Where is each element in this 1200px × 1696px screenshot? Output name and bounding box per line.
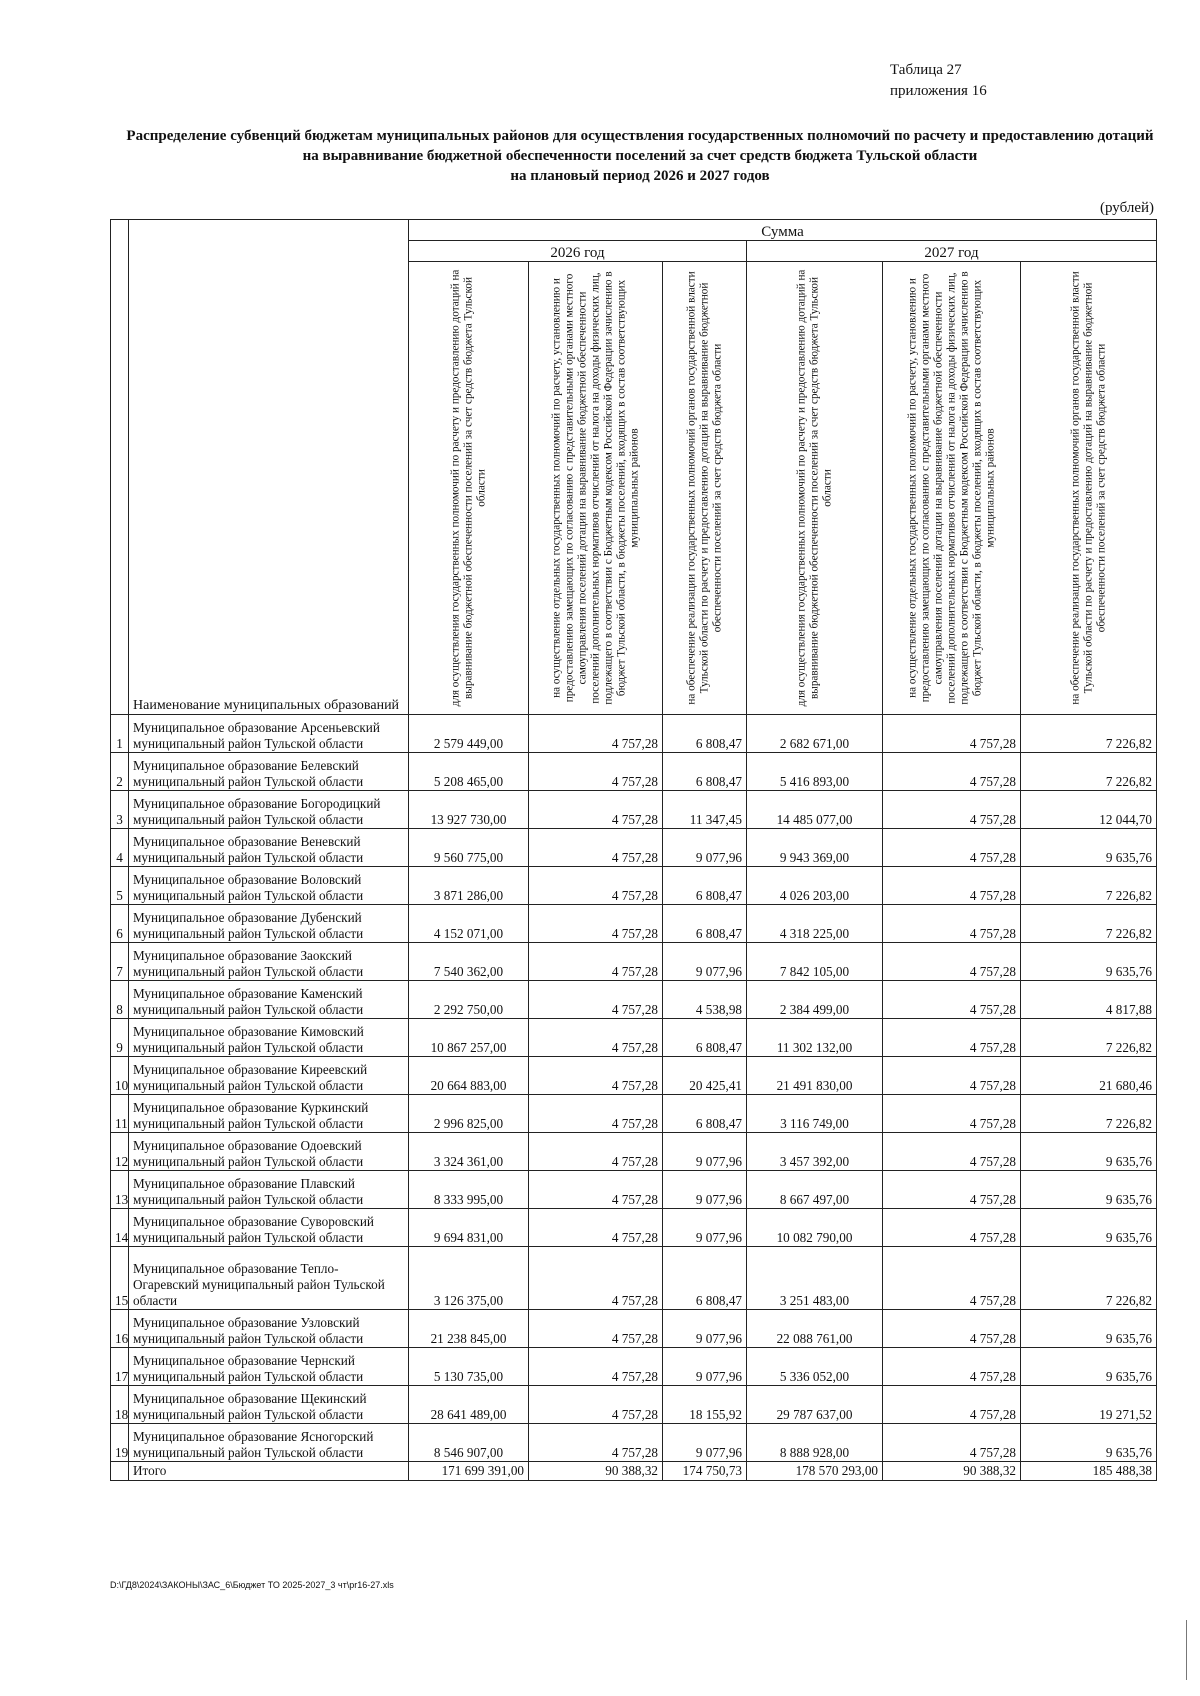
amount-cell: 9 943 369,00 [747, 829, 883, 867]
amount-cell: 4 538,98 [663, 981, 747, 1019]
municipality-name: Муниципальное образование Каменский муниципальный район Тульской области [129, 981, 409, 1019]
col-header-2027-main [747, 262, 883, 715]
amount-cell: 5 208 465,00 [409, 753, 529, 791]
amount-cell: 3 126 375,00 [409, 1247, 529, 1310]
col-header-text: на осуществление отдельных государственных полномочий по расчету, установлению и предоставлению замещающих по согласованию с представительными органами местного самоуправления поселений дотации на выравнивание бюджетной обеспеченности поселений дополнительных нормативов отчислений от налога на доходы физических лиц, подлежащего в соответствии с Бюджетным кодексом Российской Федерации зачислению в бюджет Тульской области, в бюджеты поселений, входящих в состав соответствующих муниципальных районов [550, 271, 640, 705]
amount-cell: 4 757,28 [883, 1057, 1021, 1095]
municipality-name: Муниципальное образование Богородицкий муниципальный район Тульской области [129, 791, 409, 829]
col-header-2026-main [409, 262, 529, 715]
amount-cell: 19 271,52 [1021, 1386, 1157, 1424]
amount-cell: 3 457 392,00 [747, 1133, 883, 1171]
amount-cell: 4 757,28 [529, 1019, 663, 1057]
table-row [111, 905, 1157, 943]
amount-cell: 4 757,28 [529, 1424, 663, 1462]
amount-cell: 21 680,46 [1021, 1057, 1157, 1095]
amount-cell: 4 757,28 [883, 1348, 1021, 1386]
total-row [111, 1462, 1157, 1481]
col-header-2026-ndfl [529, 262, 663, 715]
amount-cell: 6 808,47 [663, 905, 747, 943]
amount-cell: 9 635,76 [1021, 1133, 1157, 1171]
amount-cell: 4 757,28 [529, 1310, 663, 1348]
file-path: D:\ГД8\2024\ЗАКОНЫ\ЗАС_6\Бюджет ТО 2025-2027_3 чт\pr16-27.xls [110, 1580, 394, 1590]
amount-cell: 9 635,76 [1021, 1209, 1157, 1247]
row-number: 5 [111, 867, 129, 905]
amount-cell: 4 757,28 [529, 1247, 663, 1310]
amount-cell: 9 077,96 [663, 1133, 747, 1171]
row-number: 10 [111, 1057, 129, 1095]
amount-cell: 4 817,88 [1021, 981, 1157, 1019]
municipality-name: Муниципальное образование Чернский муниципальный район Тульской области [129, 1348, 409, 1386]
col-header-2027-ndfl [883, 262, 1021, 715]
table-row [111, 1095, 1157, 1133]
amount-cell: 6 808,47 [663, 1247, 747, 1310]
total-amount-cell: 90 388,32 [883, 1462, 1021, 1481]
header-sum: Сумма [409, 220, 1157, 241]
amount-cell: 2 292 750,00 [409, 981, 529, 1019]
col-header-2026-admin [663, 262, 747, 715]
amount-cell: 9 077,96 [663, 829, 747, 867]
amount-cell: 22 088 761,00 [747, 1310, 883, 1348]
col-header-2027-admin [1021, 262, 1157, 715]
amount-cell: 3 324 361,00 [409, 1133, 529, 1171]
amount-cell: 4 757,28 [883, 1209, 1021, 1247]
amount-cell: 9 635,76 [1021, 1310, 1157, 1348]
title-line-2: на выравнивание бюджетной обеспеченности поселений за счет средств бюджета Тульской области [302, 148, 978, 164]
table-row [111, 1386, 1157, 1424]
title-line-1: Распределение субвенций бюджетам муниципальных районов для осуществления государственных полномочий по расчету и предоставлению дотаций [126, 128, 1154, 144]
amount-cell: 4 757,28 [883, 1386, 1021, 1424]
amount-cell: 2 384 499,00 [747, 981, 883, 1019]
amount-cell: 4 152 071,00 [409, 905, 529, 943]
amount-cell: 4 757,28 [529, 1133, 663, 1171]
title-line-3: на плановый период 2026 и 2027 годов [510, 168, 770, 184]
amount-cell: 3 116 749,00 [747, 1095, 883, 1133]
table-row [111, 791, 1157, 829]
amount-cell: 20 425,41 [663, 1057, 747, 1095]
document-title [120, 126, 1160, 186]
amount-cell: 9 694 831,00 [409, 1209, 529, 1247]
municipality-name: Муниципальное образование Одоевский муниципальный район Тульской области [129, 1133, 409, 1171]
scan-edge-line [1186, 1620, 1187, 1680]
amount-cell: 6 808,47 [663, 867, 747, 905]
amount-cell: 4 757,28 [529, 1348, 663, 1386]
amount-cell: 6 808,47 [663, 753, 747, 791]
municipality-name: Муниципальное образование Плавский муниципальный район Тульской области [129, 1171, 409, 1209]
amount-cell: 2 579 449,00 [409, 715, 529, 753]
amount-cell: 8 667 497,00 [747, 1171, 883, 1209]
row-number: 4 [111, 829, 129, 867]
amount-cell: 9 077,96 [663, 1424, 747, 1462]
table-row [111, 1133, 1157, 1171]
amount-cell: 4 757,28 [529, 1095, 663, 1133]
row-number: 12 [111, 1133, 129, 1171]
header-year-2027: 2027 год [747, 241, 1157, 262]
amount-cell: 10 082 790,00 [747, 1209, 883, 1247]
table-row [111, 1019, 1157, 1057]
table-row [111, 715, 1157, 753]
amount-cell: 5 416 893,00 [747, 753, 883, 791]
units-label: (рублей) [1100, 200, 1155, 216]
amount-cell: 4 757,28 [883, 715, 1021, 753]
table-row [111, 1247, 1157, 1310]
amount-cell: 4 757,28 [883, 829, 1021, 867]
table-row [111, 1171, 1157, 1209]
amount-cell: 8 333 995,00 [409, 1171, 529, 1209]
total-amount-cell: 185 488,38 [1021, 1462, 1157, 1481]
amount-cell: 9 077,96 [663, 1171, 747, 1209]
amount-cell: 7 226,82 [1021, 715, 1157, 753]
amount-cell: 8 888 928,00 [747, 1424, 883, 1462]
amount-cell: 4 757,28 [529, 943, 663, 981]
col-header-text: на обеспечение реализации государственных полномочий органов государственной власти Тульской области по расчету и предоставлению дотаций на выравнивание бюджетной обеспеченности поселений за счет средств бюджета области [1069, 271, 1107, 705]
row-number: 16 [111, 1310, 129, 1348]
amount-cell: 21 238 845,00 [409, 1310, 529, 1348]
table-row [111, 981, 1157, 1019]
amount-cell: 5 130 735,00 [409, 1348, 529, 1386]
amount-cell: 4 757,28 [529, 905, 663, 943]
amount-cell: 9 635,76 [1021, 1171, 1157, 1209]
header-number-cell [111, 220, 129, 715]
amount-cell: 4 318 225,00 [747, 905, 883, 943]
amount-cell: 7 226,82 [1021, 753, 1157, 791]
amount-cell: 9 635,76 [1021, 1424, 1157, 1462]
total-label: Итого [129, 1462, 409, 1481]
amount-cell: 6 808,47 [663, 715, 747, 753]
amount-cell: 4 757,28 [529, 1171, 663, 1209]
col-header-text: на осуществление отдельных государственных полномочий по расчету, установлению и предоставлению замещающих по согласованию с представительными органами местного самоуправления поселений дотации на выравнивание бюджетной обеспеченности поселений дополнительных нормативов отчислений от налога на доходы физических лиц, подлежащего в соответствии с Бюджетным кодексом Российской Федерации зачислению в бюджет Тульской области, в бюджеты поселений, входящих в состав соответствующих муниципальных районов [906, 271, 996, 705]
amount-cell: 3 871 286,00 [409, 867, 529, 905]
row-number: 6 [111, 905, 129, 943]
amount-cell: 7 226,82 [1021, 905, 1157, 943]
amount-cell: 3 251 483,00 [747, 1247, 883, 1310]
amount-cell: 4 757,28 [883, 1424, 1021, 1462]
amount-cell: 4 757,28 [529, 791, 663, 829]
row-number: 7 [111, 943, 129, 981]
municipality-name: Муниципальное образование Суворовский муниципальный район Тульской области [129, 1209, 409, 1247]
amount-cell: 4 757,28 [883, 1133, 1021, 1171]
table-row [111, 753, 1157, 791]
col-header-text: для осуществления государственных полномочий по расчету и предоставлению дотаций на выравнивание бюджетной обеспеченности поселений за счет средств бюджета Тульской области [449, 269, 487, 707]
total-amount-cell: 178 570 293,00 [747, 1462, 883, 1481]
amount-cell: 11 302 132,00 [747, 1019, 883, 1057]
row-number: 3 [111, 791, 129, 829]
amount-cell: 7 540 362,00 [409, 943, 529, 981]
amount-cell: 8 546 907,00 [409, 1424, 529, 1462]
header-year-2026: 2026 год [409, 241, 747, 262]
amount-cell: 4 757,28 [883, 943, 1021, 981]
row-number: 9 [111, 1019, 129, 1057]
municipality-name: Муниципальное образование Воловский муниципальный район Тульской области [129, 867, 409, 905]
amount-cell: 6 808,47 [663, 1095, 747, 1133]
amount-cell: 4 757,28 [529, 753, 663, 791]
table-reference [890, 60, 987, 102]
municipality-name: Муниципальное образование Дубенский муниципальный район Тульской области [129, 905, 409, 943]
col-header-text: на обеспечение реализации государственных полномочий органов государственной власти Тульской области по расчету и предоставлению дотаций на выравнивание бюджетной обеспеченности поселений за счет средств бюджета области [685, 271, 723, 705]
amount-cell: 9 077,96 [663, 1209, 747, 1247]
table-row [111, 1348, 1157, 1386]
amount-cell: 4 757,28 [883, 867, 1021, 905]
amount-cell: 7 226,82 [1021, 1247, 1157, 1310]
subsidy-table [110, 219, 1157, 1481]
amount-cell: 6 808,47 [663, 1019, 747, 1057]
amount-cell: 4 757,28 [529, 981, 663, 1019]
amount-cell: 4 757,28 [529, 1386, 663, 1424]
amount-cell: 4 757,28 [883, 1171, 1021, 1209]
table-row [111, 1310, 1157, 1348]
table-row [111, 867, 1157, 905]
table-row [111, 1057, 1157, 1095]
municipality-name: Муниципальное образование Веневский муниципальный район Тульской области [129, 829, 409, 867]
amount-cell: 7 226,82 [1021, 1095, 1157, 1133]
row-number: 15 [111, 1247, 129, 1310]
amount-cell: 9 635,76 [1021, 829, 1157, 867]
amount-cell: 2 996 825,00 [409, 1095, 529, 1133]
amount-cell: 4 757,28 [883, 905, 1021, 943]
total-amount-cell: 174 750,73 [663, 1462, 747, 1481]
municipality-name: Муниципальное образование Белевский муниципальный район Тульской области [129, 753, 409, 791]
amount-cell: 7 842 105,00 [747, 943, 883, 981]
amount-cell: 21 491 830,00 [747, 1057, 883, 1095]
amount-cell: 4 757,28 [529, 1209, 663, 1247]
table-row [111, 1424, 1157, 1462]
amount-cell: 10 867 257,00 [409, 1019, 529, 1057]
amount-cell: 9 560 775,00 [409, 829, 529, 867]
amount-cell: 4 757,28 [883, 981, 1021, 1019]
amount-cell: 18 155,92 [663, 1386, 747, 1424]
amount-cell: 4 757,28 [529, 867, 663, 905]
amount-cell: 4 757,28 [883, 753, 1021, 791]
amount-cell: 4 757,28 [529, 829, 663, 867]
amount-cell: 4 757,28 [529, 715, 663, 753]
amount-cell: 4 757,28 [883, 1095, 1021, 1133]
amount-cell: 5 336 052,00 [747, 1348, 883, 1386]
col-header-text: для осуществления государственных полномочий по расчету и предоставлению дотаций на выравнивание бюджетной обеспеченности поселений за счет средств бюджета Тульской области [795, 269, 833, 707]
amount-cell: 4 757,28 [883, 1019, 1021, 1057]
amount-cell: 13 927 730,00 [409, 791, 529, 829]
municipality-name: Муниципальное образование Куркинский муниципальный район Тульской области [129, 1095, 409, 1133]
total-number-cell [111, 1462, 129, 1481]
amount-cell: 9 077,96 [663, 1348, 747, 1386]
amount-cell: 7 226,82 [1021, 1019, 1157, 1057]
municipality-name: Муниципальное образование Щекинский муниципальный район Тульской области [129, 1386, 409, 1424]
row-number: 11 [111, 1095, 129, 1133]
amount-cell: 7 226,82 [1021, 867, 1157, 905]
amount-cell: 11 347,45 [663, 791, 747, 829]
amount-cell: 4 757,28 [529, 1057, 663, 1095]
amount-cell: 9 635,76 [1021, 943, 1157, 981]
table-row [111, 1209, 1157, 1247]
amount-cell: 4 757,28 [883, 1310, 1021, 1348]
amount-cell: 14 485 077,00 [747, 791, 883, 829]
amount-cell: 4 757,28 [883, 1247, 1021, 1310]
table-row [111, 943, 1157, 981]
row-number: 8 [111, 981, 129, 1019]
header-name: Наименование муниципальных образований [129, 220, 409, 715]
municipality-name: Муниципальное образование Тепло-Огаревский муниципальный район Тульской области [129, 1247, 409, 1310]
amount-cell: 12 044,70 [1021, 791, 1157, 829]
row-number: 13 [111, 1171, 129, 1209]
amount-cell: 20 664 883,00 [409, 1057, 529, 1095]
appendix-number: приложения 16 [890, 83, 987, 99]
table-row [111, 829, 1157, 867]
row-number: 14 [111, 1209, 129, 1247]
row-number: 17 [111, 1348, 129, 1386]
row-number: 1 [111, 715, 129, 753]
municipality-name: Муниципальное образование Киреевский муниципальный район Тульской области [129, 1057, 409, 1095]
row-number: 2 [111, 753, 129, 791]
amount-cell: 9 077,96 [663, 1310, 747, 1348]
total-amount-cell: 171 699 391,00 [409, 1462, 529, 1481]
municipality-name: Муниципальное образование Кимовский муниципальный район Тульской области [129, 1019, 409, 1057]
municipality-name: Муниципальное образование Заокский муниципальный район Тульской области [129, 943, 409, 981]
row-number: 19 [111, 1424, 129, 1462]
amount-cell: 4 757,28 [883, 791, 1021, 829]
amount-cell: 29 787 637,00 [747, 1386, 883, 1424]
total-amount-cell: 90 388,32 [529, 1462, 663, 1481]
row-number: 18 [111, 1386, 129, 1424]
amount-cell: 9 635,76 [1021, 1348, 1157, 1386]
amount-cell: 4 026 203,00 [747, 867, 883, 905]
amount-cell: 28 641 489,00 [409, 1386, 529, 1424]
municipality-name: Муниципальное образование Арсеньевский муниципальный район Тульской области [129, 715, 409, 753]
table-number: Таблица 27 [890, 62, 962, 78]
municipality-name: Муниципальное образование Ясногорский муниципальный район Тульской области [129, 1424, 409, 1462]
amount-cell: 2 682 671,00 [747, 715, 883, 753]
municipality-name: Муниципальное образование Узловский муниципальный район Тульской области [129, 1310, 409, 1348]
amount-cell: 9 077,96 [663, 943, 747, 981]
